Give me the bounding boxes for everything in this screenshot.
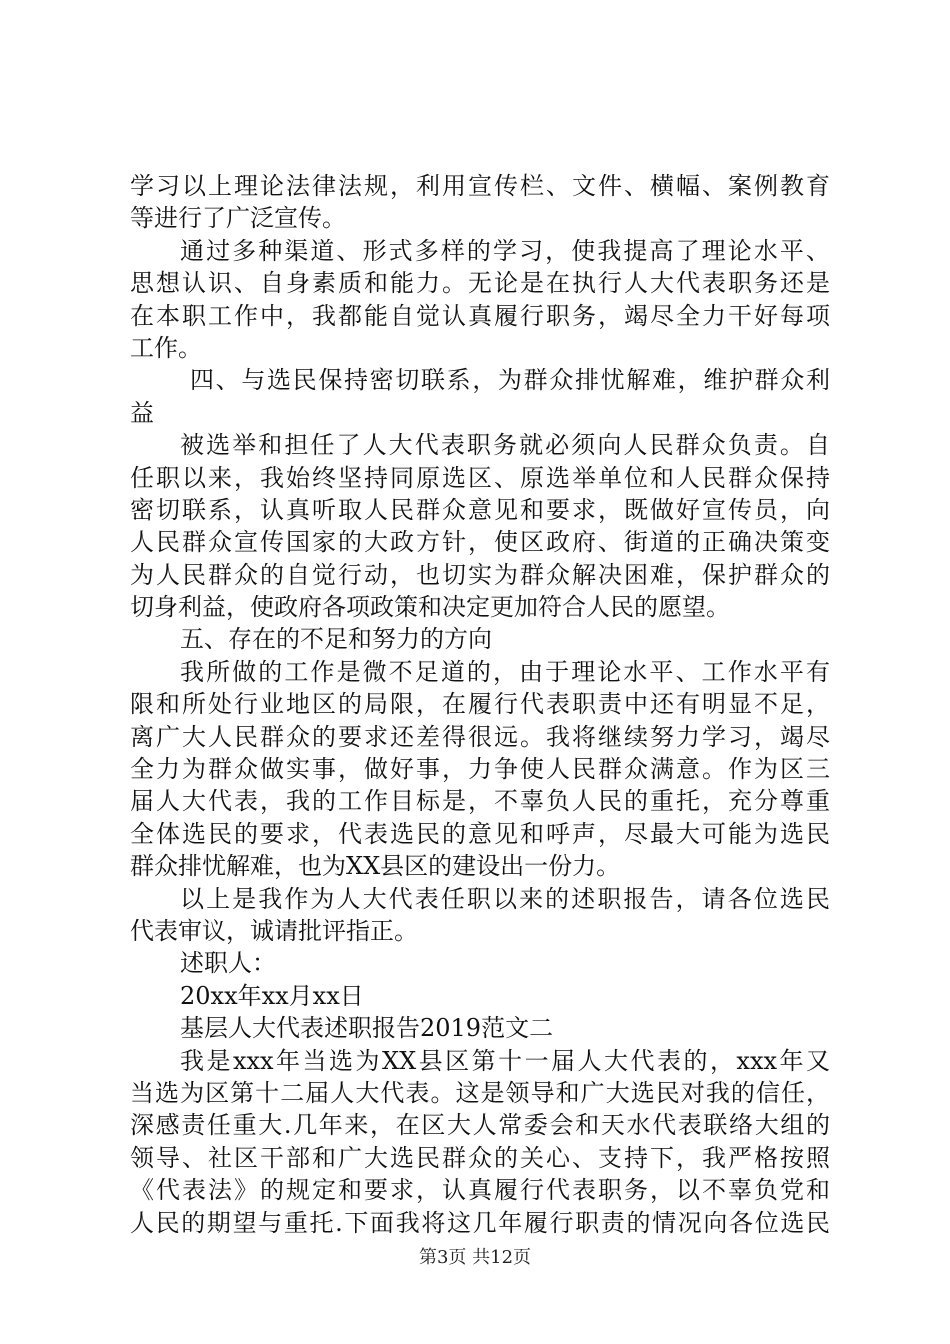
- page-number: 第3页 共12页: [418, 1247, 532, 1268]
- article-title: 基层人大代表述职报告2019范文二: [180, 1014, 554, 1043]
- text-line: 人民群众宣传国家的大政方针，使区政府、街道的正确决策变: [130, 528, 830, 557]
- paragraph-start: 被选举和担任了人大代表职务就必须向人民群众负责。自: [180, 431, 830, 460]
- text-line: 限和所处行业地区的局限，在履行代表职责中还有明显不足，: [130, 690, 830, 719]
- text-line: 密切联系，认真听取人民群众意见和要求，既做好宣传员，向: [130, 495, 830, 524]
- text-line: 《代表法》的规定和要求，认真履行代表职务，以不辜负党和: [130, 1176, 830, 1205]
- text-line: 届人大代表，我的工作目标是，不辜负人民的重托，充分尊重: [130, 787, 830, 816]
- paragraph-start: 我所做的工作是微不足道的，由于理论水平、工作水平有: [180, 657, 830, 686]
- text-line: 全体选民的要求，代表选民的意见和呼声，尽最大可能为选民: [130, 819, 830, 848]
- text-line: 等进行了广泛宣传。: [130, 204, 346, 233]
- paragraph-start: 以上是我作为人大代表任职以来的述职报告，请各位选民: [180, 884, 830, 913]
- text-line: 任职以来，我始终坚持同原选区、原选举单位和人民群众保持: [130, 463, 830, 492]
- text-line: 深感责任重大.几年来，在区大人常委会和天水代表联络大组的: [130, 1111, 830, 1140]
- section-heading-continued: 益: [130, 398, 154, 427]
- signature-label: 述职人：: [180, 949, 276, 978]
- text-line: 切身利益，使政府各项政策和决定更加符合人民的愿望。: [130, 593, 730, 622]
- text-line: 离广大人民群众的要求还差得很远。我将继续努力学习，竭尽: [130, 722, 830, 751]
- signature-date: 20xx年xx月xx日: [180, 981, 364, 1010]
- text-line: 当选为区第十二届人大代表。这是领导和广大选民对我的信任，: [130, 1078, 830, 1107]
- text-line: 人民的期望与重托.下面我将这几年履行职责的情况向各位选民: [130, 1208, 830, 1237]
- text-line: 思想认识、自身素质和能力。无论是在执行人大代表职务还是: [130, 269, 830, 298]
- paragraph-start: 通过多种渠道、形式多样的学习，使我提高了理论水平、: [180, 236, 830, 265]
- text-line: 为人民群众的自觉行动，也切实为群众解决困难，保护群众的: [130, 560, 830, 589]
- text-line: 代表审议，诚请批评指正。: [130, 916, 418, 945]
- document-body: [130, 170, 830, 1239]
- text-line: 全力为群众做实事，做好事，力争使人民群众满意。作为区三: [130, 755, 830, 784]
- text-line: 在本职工作中，我都能自觉认真履行职务，竭尽全力干好每项: [130, 301, 830, 330]
- text-line: 工作。: [130, 333, 202, 362]
- section-heading: 五、存在的不足和努力的方向: [180, 625, 492, 654]
- text-line: 领导、社区干部和广大选民群众的关心、支持下，我严格按照: [130, 1143, 830, 1172]
- paragraph-start: 我是xxx年当选为XX县区第十一届人大代表的，xxx年又: [180, 1046, 830, 1075]
- text-line: 群众排忧解难，也为XX县区的建设出一份力。: [130, 852, 621, 881]
- text-line: 学习以上理论法律法规，利用宣传栏、文件、横幅、案例教育: [130, 172, 830, 200]
- section-heading: 四、与选民保持密切联系，为群众排忧解难，维护群众利: [190, 366, 830, 395]
